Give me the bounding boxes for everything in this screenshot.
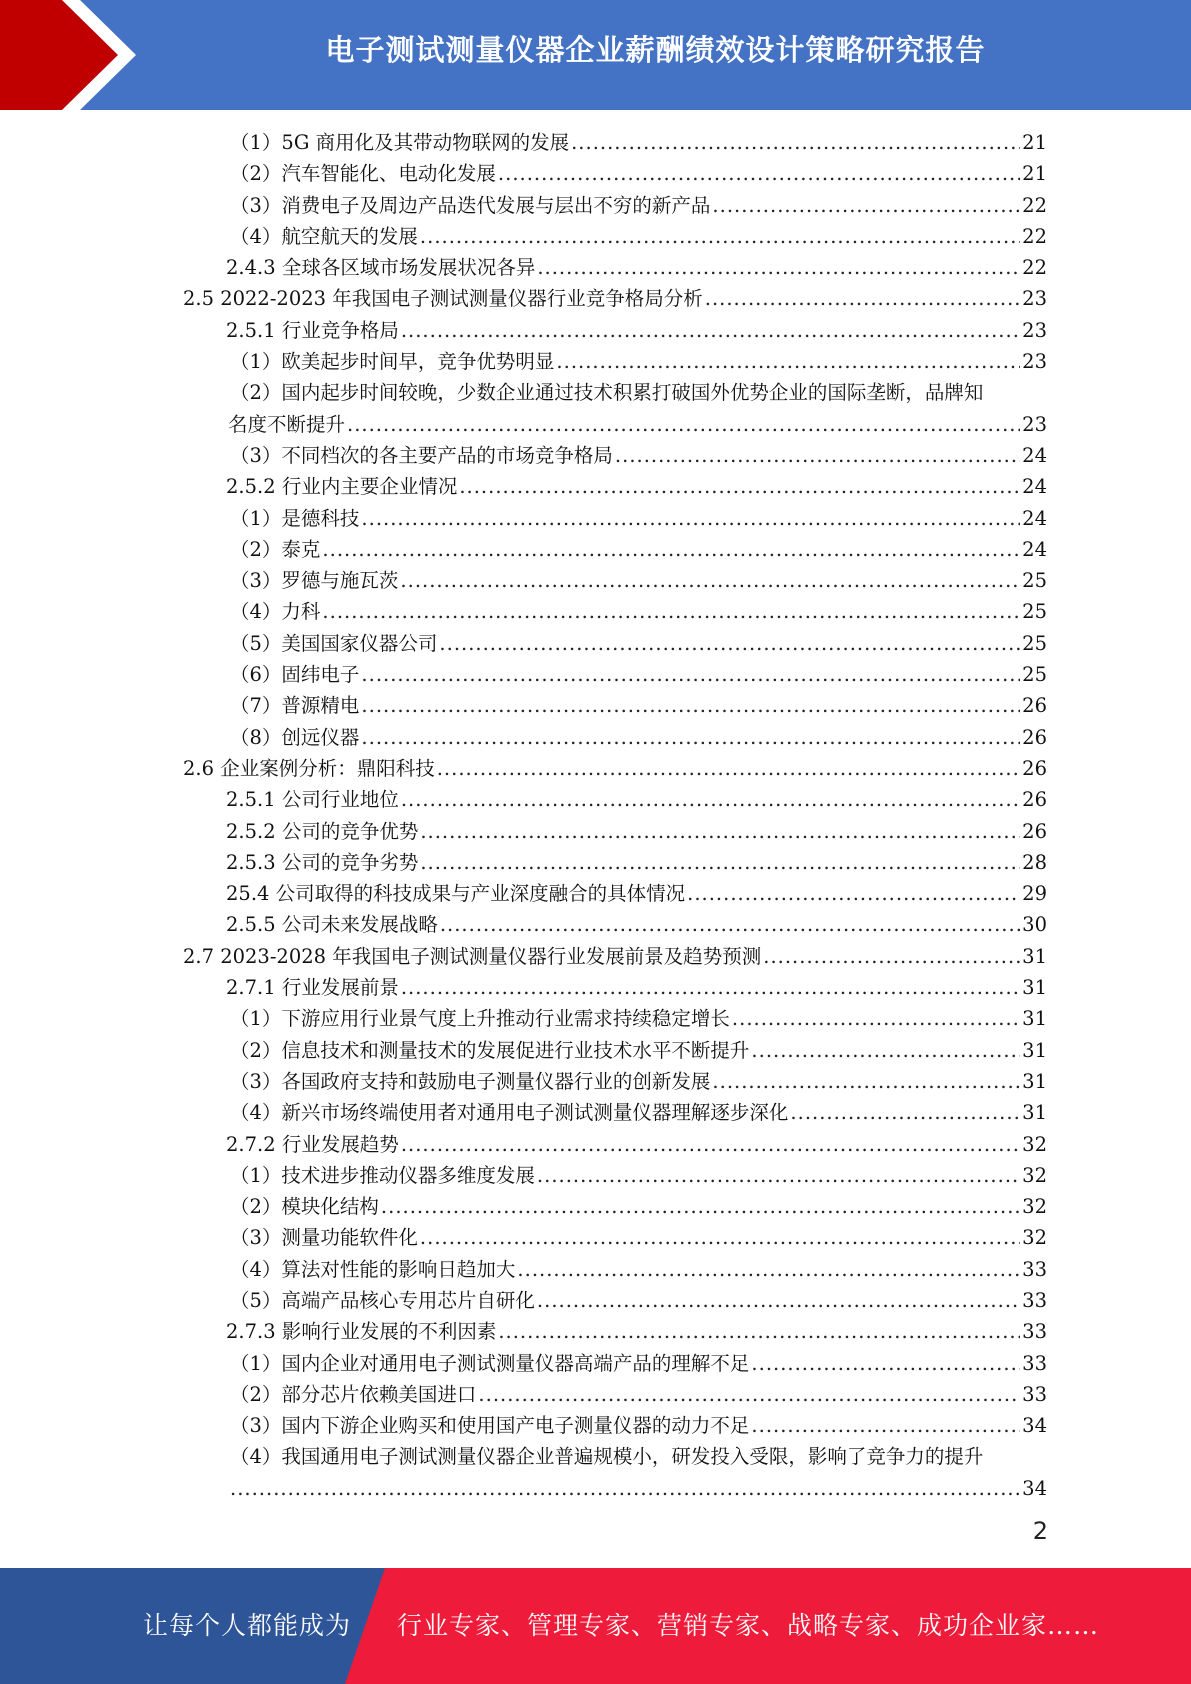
toc-entry[interactable] — [0, 534, 1191, 565]
toc-entry-title: （2）模块化结构 — [230, 1195, 379, 1219]
toc-leader-dots — [790, 1097, 1020, 1128]
toc-entry-page: 31 — [1022, 944, 1047, 968]
toc-entry-row — [230, 1160, 1047, 1191]
toc-leader-dots — [437, 753, 1020, 784]
toc-entry-page: 28 — [1022, 850, 1047, 874]
toc-entry[interactable] — [0, 628, 1191, 659]
toc-entry-row — [226, 315, 1047, 346]
toc-entry-row — [183, 283, 1047, 314]
toc-entry[interactable] — [0, 221, 1191, 252]
toc-entry-row — [226, 909, 1047, 940]
report-title: 电子测试测量仪器企业薪酬绩效设计策略研究报告 — [325, 33, 986, 67]
toc-entry[interactable] — [0, 816, 1191, 847]
toc-entry[interactable] — [0, 190, 1191, 221]
toc-leader-dots — [361, 690, 1020, 721]
toc-entry-page: 31 — [1022, 976, 1047, 1000]
toc-entry[interactable] — [0, 346, 1191, 377]
toc-entry-page: 33 — [1022, 1351, 1047, 1375]
toc-entry[interactable] — [0, 659, 1191, 690]
toc-entry-row — [230, 628, 1047, 659]
toc-entry[interactable] — [0, 1285, 1191, 1316]
toc-entry-page: 33 — [1022, 1320, 1047, 1344]
toc-entry-row — [230, 346, 1047, 377]
toc-entry[interactable] — [0, 471, 1191, 502]
toc-entry-page: 24 — [1022, 537, 1047, 561]
toc-entry-row — [226, 471, 1047, 502]
toc-entry-row — [228, 409, 1047, 440]
toc-entry-title: （2）部分芯片依赖美国进口 — [230, 1382, 477, 1406]
toc-entry-row — [230, 377, 983, 408]
toc-leader-dots — [712, 1066, 1020, 1097]
toc-entry-page: 32 — [1022, 1163, 1047, 1187]
toc-entry-title: （2）国内起步时间较晚，少数企业通过技术积累打破国外优势企业的国际垄断，品牌知 — [230, 381, 984, 405]
toc-entry[interactable] — [0, 409, 1191, 440]
toc-entry-row — [226, 1129, 1047, 1160]
toc-entry[interactable] — [0, 1254, 1191, 1285]
toc-entry-row — [230, 565, 1047, 596]
toc-entry-row — [183, 753, 1047, 784]
toc-entry-row — [230, 659, 1047, 690]
toc-entry-page: 24 — [1022, 475, 1047, 499]
toc-entry[interactable] — [0, 158, 1191, 189]
toc-leader-dots — [401, 1129, 1020, 1160]
toc-entry-row — [230, 440, 1047, 471]
toc-leader-dots — [439, 628, 1020, 659]
toc-entry-row — [230, 190, 1047, 221]
toc-leader-dots — [478, 1379, 1020, 1410]
toc-entry-title: （1）5G 商用化及其带动物联网的发展 — [230, 131, 570, 154]
toc-entry-page: 26 — [1022, 819, 1047, 843]
toc-entry-page: 26 — [1022, 725, 1047, 749]
toc-leader-dots — [381, 1191, 1020, 1222]
toc-entry[interactable] — [0, 1410, 1191, 1441]
toc-entry-title: （4）我国通用电子测试测量仪器企业普遍规模小，研发投入受限，影响了竞争力的提升 — [230, 1445, 984, 1469]
toc-leader-dots — [420, 221, 1020, 252]
toc-entry-page: 29 — [1022, 882, 1047, 906]
toc-entry-title: 2.6 企业案例分析：鼎阳科技 — [183, 756, 435, 780]
toc-leader-dots — [751, 1410, 1020, 1441]
toc-entry-title: 2.7.2 行业发展趋势 — [226, 1132, 399, 1156]
toc-entry-page: 33 — [1022, 1288, 1047, 1312]
toc-entry-page: 24 — [1022, 443, 1047, 467]
toc-entry[interactable] — [0, 1473, 1191, 1504]
toc-entry-row — [183, 941, 1047, 972]
toc-entry-page: 31 — [1022, 1101, 1047, 1125]
toc-entry-page: 23 — [1022, 318, 1047, 342]
toc-entry-row — [230, 534, 1047, 565]
toc-leader-dots — [401, 972, 1020, 1003]
toc-entry-title: （4）算法对性能的影响日趋加大 — [230, 1257, 516, 1281]
toc-entry-title: （1）国内企业对通用电子测试测量仪器高端产品的理解不足 — [230, 1351, 750, 1375]
toc-leader-dots — [537, 252, 1020, 283]
toc-entry[interactable] — [0, 315, 1191, 346]
toc-entry-title: （2）信息技术和测量技术的发展促进行业技术水平不断提升 — [230, 1038, 750, 1062]
toc-entry-page: 31 — [1022, 1007, 1047, 1031]
toc-entry-title: 25.4 公司取得的科技成果与产业深度融合的具体情况 — [226, 882, 686, 906]
toc-leader-dots — [571, 127, 1020, 158]
toc-entry[interactable] — [0, 784, 1191, 815]
toc-entry-row — [226, 847, 1047, 878]
toc-entry-title: 2.7 2023-2028 年我国电子测试测量仪器行业发展前景及趋势预测 — [183, 944, 762, 968]
toc-entry-title: 2.5.1 行业竞争格局 — [226, 318, 399, 342]
toc-entry-page: 25 — [1022, 663, 1047, 687]
toc-entry-title: （3）不同档次的各主要产品的市场竞争格局 — [230, 443, 613, 467]
toc-entry-title: （4）航空航天的发展 — [230, 224, 418, 248]
toc-entry-title: 2.5.1 公司行业地位 — [226, 788, 399, 812]
toc-entry[interactable] — [0, 1379, 1191, 1410]
toc-entry-row — [230, 1410, 1047, 1441]
toc-entry-row — [226, 784, 1047, 815]
toc-entry-page: 23 — [1022, 412, 1047, 436]
toc-entry[interactable] — [0, 847, 1191, 878]
toc-leader-dots — [401, 315, 1020, 346]
toc-entry[interactable] — [0, 1441, 1191, 1472]
toc-entry[interactable] — [0, 1035, 1191, 1066]
toc-entry-page: 33 — [1022, 1382, 1047, 1406]
toc-leader-dots — [498, 1316, 1020, 1347]
toc-leader-dots — [401, 784, 1020, 815]
toc-entry-row — [226, 1316, 1047, 1347]
toc-leader-dots — [361, 503, 1020, 534]
toc-leader-dots — [615, 440, 1020, 471]
toc-leader-dots — [556, 346, 1020, 377]
toc-leader-dots — [498, 158, 1020, 189]
toc-entry-row — [230, 1285, 1047, 1316]
toc-entry-row — [230, 690, 1047, 721]
toc-entry-title: （3）国内下游企业购买和使用国产电子测量仪器的动力不足 — [230, 1414, 750, 1438]
toc-entry[interactable] — [0, 1066, 1191, 1097]
toc-entry-row — [230, 1003, 1047, 1034]
toc-entry-title: （2）汽车智能化、电动化发展 — [230, 162, 496, 186]
toc-entry-row — [226, 252, 1047, 283]
toc-entry-page: 26 — [1022, 694, 1047, 718]
toc-entry[interactable] — [0, 1222, 1191, 1253]
toc-leader-dots — [687, 878, 1020, 909]
toc-entry-row — [226, 878, 1047, 909]
toc-entry-title: （7）普源精电 — [230, 694, 360, 718]
toc-entry-row — [230, 503, 1047, 534]
table-of-contents — [0, 127, 1191, 1504]
toc-entry-row — [230, 596, 1047, 627]
toc-leader-dots — [420, 847, 1020, 878]
toc-entry-page: 31 — [1022, 1069, 1047, 1093]
toc-entry-page: 26 — [1022, 756, 1047, 780]
toc-entry-page: 26 — [1022, 788, 1047, 812]
toc-entry-title: 2.7.3 影响行业发展的不利因素 — [226, 1320, 497, 1344]
toc-entry[interactable] — [0, 1191, 1191, 1222]
toc-entry-page: 21 — [1022, 131, 1047, 154]
toc-entry-title: （1）欧美起步时间早，竞争优势明显 — [230, 350, 555, 374]
toc-entry[interactable] — [0, 377, 1191, 408]
toc-entry-page: 22 — [1022, 256, 1047, 280]
toc-leader-dots — [361, 659, 1020, 690]
toc-entry-page: 31 — [1022, 1038, 1047, 1062]
toc-entry-row — [230, 1035, 1047, 1066]
toc-entry-row — [230, 1254, 1047, 1285]
toc-entry-title: （1）是德科技 — [230, 506, 360, 530]
toc-leader-dots — [763, 941, 1020, 972]
toc-leader-dots — [361, 722, 1020, 753]
page-footer — [0, 1568, 1191, 1684]
toc-leader-dots — [230, 1473, 1020, 1504]
toc-entry-title: （6）固纬电子 — [230, 663, 360, 687]
header-chevron-graphic — [0, 0, 150, 110]
toc-entry[interactable] — [0, 1316, 1191, 1347]
toc-entry-row — [230, 158, 1047, 189]
toc-entry-page: 23 — [1022, 350, 1047, 374]
toc-entry-title: （8）创远仪器 — [230, 725, 360, 749]
toc-entry[interactable] — [0, 283, 1191, 314]
toc-entry-title: （4）新兴市场终端使用者对通用电子测试测量仪器理解逐步深化 — [230, 1101, 789, 1125]
toc-leader-dots — [322, 534, 1020, 565]
toc-leader-dots — [537, 1285, 1020, 1316]
toc-entry[interactable] — [0, 440, 1191, 471]
toc-entry-row — [230, 1441, 983, 1472]
toc-entry-title: 2.4.3 全球各区域市场发展状况各异 — [226, 256, 536, 280]
toc-leader-dots — [705, 283, 1020, 314]
toc-entry[interactable] — [0, 753, 1191, 784]
toc-entry-title: （2）泰克 — [230, 537, 321, 561]
toc-entry-page: 33 — [1022, 1257, 1047, 1281]
toc-entry[interactable] — [0, 878, 1191, 909]
toc-entry-title: 名度不断提升 — [228, 412, 346, 436]
footer-slogan-left: 让每个人都能成为 — [143, 1611, 352, 1640]
toc-entry[interactable] — [0, 972, 1191, 1003]
toc-entry-title: （5）美国国家仪器公司 — [230, 631, 438, 655]
toc-leader-dots — [322, 596, 1020, 627]
toc-entry-page: 32 — [1022, 1132, 1047, 1156]
toc-entry-page: 34 — [1022, 1414, 1047, 1438]
toc-leader-dots — [420, 1222, 1020, 1253]
toc-entry-page: 32 — [1022, 1226, 1047, 1250]
toc-entry-title: （3）消费电子及周边产品迭代发展与层出不穷的新产品 — [230, 193, 711, 217]
toc-entry-row — [228, 1473, 1047, 1504]
toc-entry-title: （3）各国政府支持和鼓励电子测量仪器行业的创新发展 — [230, 1069, 711, 1093]
toc-entry-title: （1）技术进步推动仪器多维度发展 — [230, 1163, 535, 1187]
toc-entry[interactable] — [0, 565, 1191, 596]
toc-leader-dots — [420, 816, 1020, 847]
toc-entry[interactable] — [0, 1129, 1191, 1160]
toc-entry[interactable] — [0, 252, 1191, 283]
footer-slogan-right: 行业专家、管理专家、营销专家、战略专家、成功企业家…… — [397, 1611, 1100, 1640]
toc-entry-row — [230, 1066, 1047, 1097]
toc-entry-title: （4）力科 — [230, 600, 321, 624]
toc-entry-row — [230, 127, 1047, 158]
toc-leader-dots — [751, 1035, 1020, 1066]
toc-entry-row — [230, 1379, 1047, 1410]
toc-leader-dots — [537, 1160, 1020, 1191]
toc-entry-title: （5）高端产品核心专用芯片自研化 — [230, 1288, 535, 1312]
toc-leader-dots — [712, 190, 1020, 221]
toc-entry-title: 2.5 2022-2023 年我国电子测试测量仪器行业竞争格局分析 — [183, 287, 703, 311]
toc-entry[interactable] — [0, 909, 1191, 940]
toc-entry-page: 24 — [1022, 506, 1047, 530]
toc-entry[interactable] — [0, 1003, 1191, 1034]
toc-leader-dots — [459, 471, 1020, 502]
toc-entry-page: 22 — [1022, 224, 1047, 248]
toc-entry-title: 2.5.3 公司的竞争劣势 — [226, 850, 419, 874]
toc-entry[interactable] — [0, 127, 1191, 158]
toc-leader-dots — [440, 909, 1020, 940]
toc-entry-row — [230, 221, 1047, 252]
toc-entry[interactable] — [0, 941, 1191, 972]
toc-entry-page: 25 — [1022, 631, 1047, 655]
toc-entry[interactable] — [0, 722, 1191, 753]
toc-entry[interactable] — [0, 1160, 1191, 1191]
toc-leader-dots — [751, 1348, 1020, 1379]
toc-entry-page: 30 — [1022, 913, 1047, 937]
toc-entry-title: 2.5.2 行业内主要企业情况 — [226, 475, 458, 499]
toc-entry-page: 25 — [1022, 600, 1047, 624]
toc-entry[interactable] — [0, 1348, 1191, 1379]
toc-entry-title: 2.5.2 公司的竞争优势 — [226, 819, 419, 843]
toc-leader-dots — [400, 565, 1020, 596]
toc-entry-title: （1）下游应用行业景气度上升推动行业需求持续稳定增长 — [230, 1007, 730, 1031]
toc-entry-title: （3）罗德与施瓦茨 — [230, 569, 399, 593]
toc-entry-page: 32 — [1022, 1195, 1047, 1219]
toc-entry[interactable] — [0, 503, 1191, 534]
page-header — [0, 0, 1191, 110]
toc-entry-page: 22 — [1022, 193, 1047, 217]
toc-entry-page: 34 — [1022, 1476, 1047, 1500]
toc-entry-row — [230, 1097, 1047, 1128]
toc-entry-row — [230, 1222, 1047, 1253]
toc-entry-page: 25 — [1022, 569, 1047, 593]
toc-entry[interactable] — [0, 1097, 1191, 1128]
toc-entry-row — [230, 1191, 1047, 1222]
toc-leader-dots — [517, 1254, 1020, 1285]
toc-entry-row — [230, 1348, 1047, 1379]
toc-entry-page: 21 — [1022, 162, 1047, 186]
toc-entry-row — [230, 722, 1047, 753]
toc-leader-dots — [732, 1003, 1020, 1034]
toc-entry-title: 2.7.1 行业发展前景 — [226, 976, 399, 1000]
toc-entry[interactable] — [0, 596, 1191, 627]
page-number: 2 — [1032, 1517, 1048, 1545]
toc-entry-title: （3）测量功能软件化 — [230, 1226, 418, 1250]
toc-entry-page: 23 — [1022, 287, 1047, 311]
toc-entry[interactable] — [0, 690, 1191, 721]
toc-entry-row — [226, 816, 1047, 847]
toc-entry-row — [226, 972, 1047, 1003]
toc-entry-title: 2.5.5 公司未来发展战略 — [226, 913, 438, 937]
toc-leader-dots — [347, 409, 1020, 440]
